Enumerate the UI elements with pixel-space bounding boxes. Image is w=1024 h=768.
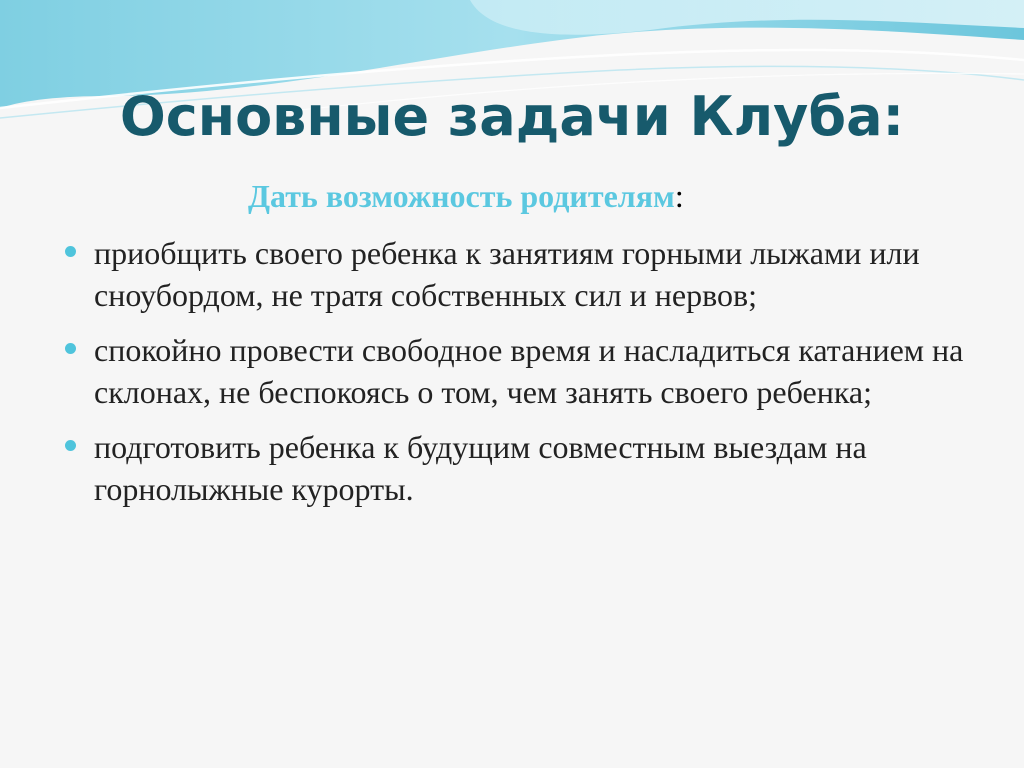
bullet-text: приобщить своего ребенка к занятиям горными лыжами или сноубордом, не тратя собственных сил и нервов;	[94, 235, 920, 313]
subtitle-colon: :	[674, 178, 684, 214]
bullet-dot-icon	[65, 343, 76, 354]
bullet-dot-icon	[65, 440, 76, 451]
bullet-item	[60, 232, 970, 316]
bullet-dot-icon	[65, 246, 76, 257]
slide-title: Основные задачи Клуба:	[119, 85, 905, 148]
bullet-list	[60, 232, 970, 523]
slide-subtitle	[248, 176, 684, 216]
bullet-text: спокойно провести свободное время и насладиться катанием на склонах, не беспокоясь о том, чем занять своего ребенка;	[94, 332, 964, 410]
bullet-text: подготовить ребенка к будущим совместным выездам на горнолыжные курорты.	[94, 429, 867, 507]
bullet-item	[60, 329, 970, 413]
bullet-item	[60, 426, 970, 510]
subtitle-accent-text: Дать возможность родителям	[248, 178, 675, 214]
